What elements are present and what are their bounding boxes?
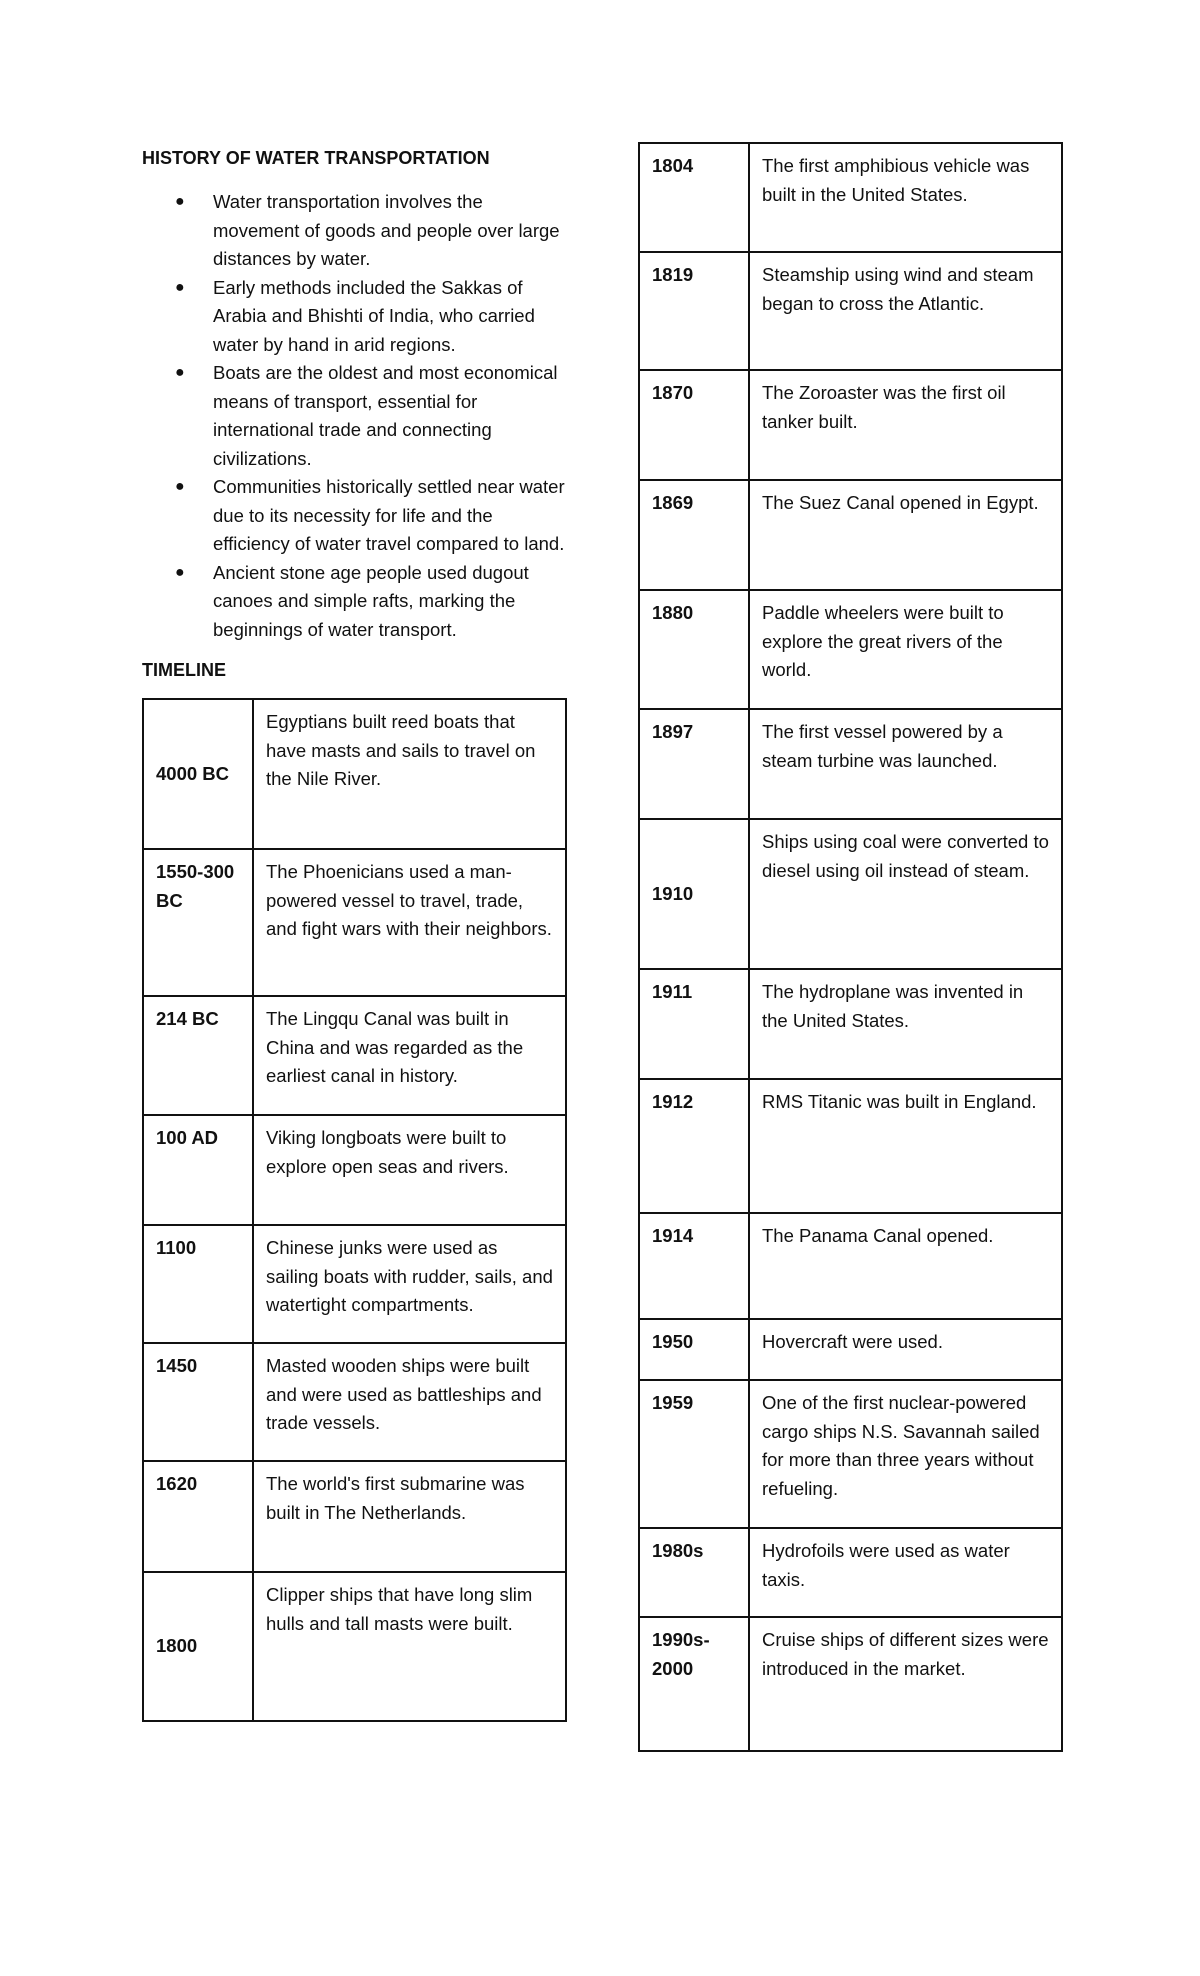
bullet-text: Early methods included the Sakkas of Arabia and Bhishti of India, who carried water by hand in arid regions. (213, 276, 535, 355)
right-column (638, 142, 1063, 1752)
table-row (639, 1528, 1062, 1617)
event-cell: Masted wooden ships were built and were used as battleships and trade vessels. (253, 1343, 566, 1461)
table-row (639, 1213, 1062, 1319)
event-cell: Steamship using wind and steam began to cross the Atlantic. (749, 252, 1062, 370)
bullet-item (142, 473, 567, 559)
table-row (143, 1461, 566, 1572)
bullet-item (142, 559, 567, 645)
event-cell: The hydroplane was invented in the United States. (749, 969, 1062, 1079)
year-cell: 1910 (639, 819, 749, 969)
event-cell: Cruise ships of different sizes were introduced in the market. (749, 1617, 1062, 1751)
year-cell: 1911 (639, 969, 749, 1079)
timeline-table-left (142, 698, 567, 1722)
year-cell: 1880 (639, 590, 749, 709)
bullet-icon: ● (175, 478, 185, 495)
table-row (143, 699, 566, 849)
document-title: HISTORY OF WATER TRANSPORTATION (142, 148, 490, 168)
bullet-text: Water transportation involves the movement of goods and people over large distances by water. (213, 191, 560, 269)
event-cell: Hovercraft were used. (749, 1319, 1062, 1380)
year-cell: 1980s (639, 1528, 749, 1617)
year-cell: 1800 (143, 1572, 253, 1721)
year-cell: 1804 (639, 143, 749, 252)
table-row (143, 1343, 566, 1461)
year-cell: 100 AD (143, 1115, 253, 1225)
event-cell: One of the first nuclear-powered cargo ships N.S. Savannah sailed for more than three years without refueling. (749, 1380, 1062, 1528)
year-cell: 1990s-2000 (639, 1617, 749, 1751)
year-cell: 1897 (639, 709, 749, 819)
year-cell: 1869 (639, 480, 749, 590)
event-cell: RMS Titanic was built in England. (749, 1079, 1062, 1213)
year-cell: 1450 (143, 1343, 253, 1461)
bullet-item (142, 359, 567, 473)
event-cell: Hydrofoils were used as water taxis. (749, 1528, 1062, 1617)
table-row (639, 480, 1062, 590)
left-column (142, 140, 567, 1722)
event-cell: The Zoroaster was the first oil tanker built. (749, 370, 1062, 480)
event-cell: Ships using coal were converted to diesel using oil instead of steam. (749, 819, 1062, 969)
timeline-heading: TIMELINE (142, 660, 226, 680)
table-row (639, 1319, 1062, 1380)
table-row (639, 370, 1062, 480)
table-row (143, 1225, 566, 1343)
bullet-item (142, 274, 567, 360)
bullet-item (142, 188, 567, 274)
year-cell: 1959 (639, 1380, 749, 1528)
event-cell: The Suez Canal opened in Egypt. (749, 480, 1062, 590)
event-cell: The Phoenicians used a man-powered vessel to travel, trade, and fight wars with their neighbors. (253, 849, 566, 996)
bullet-icon: ● (175, 563, 185, 581)
year-cell: 1870 (639, 370, 749, 480)
bullet-text: Ancient stone age people used dugout canoes and simple rafts, marking the beginnings of water transport. (213, 561, 529, 640)
bullet-text: Boats are the oldest and most economical means of transport, essential for international trade and connecting civilizations. (213, 362, 558, 469)
event-cell: Egyptians built reed boats that have masts and sails to travel on the Nile River. (253, 699, 566, 849)
event-cell: Paddle wheelers were built to explore the great rivers of the world. (749, 590, 1062, 709)
event-cell: The first amphibious vehicle was built in the United States. (749, 143, 1062, 252)
year-cell: 1100 (143, 1225, 253, 1343)
intro-bullet-list (142, 188, 567, 644)
table-row (639, 819, 1062, 969)
table-row (639, 1079, 1062, 1213)
table-row (639, 969, 1062, 1079)
year-cell: 1912 (639, 1079, 749, 1213)
table-row (143, 996, 566, 1115)
event-cell: The Panama Canal opened. (749, 1213, 1062, 1319)
event-cell: Clipper ships that have long slim hulls and tall masts were built. (253, 1572, 566, 1721)
event-cell: The world's first submarine was built in The Netherlands. (253, 1461, 566, 1572)
timeline-table-right (638, 142, 1063, 1752)
bullet-icon: ● (175, 364, 185, 381)
event-cell: The Lingqu Canal was built in China and was regarded as the earliest canal in history. (253, 996, 566, 1115)
event-cell: The first vessel powered by a steam turbine was launched. (749, 709, 1062, 819)
table-row (639, 143, 1062, 252)
bullet-text: Communities historically settled near water due to its necessity for life and the efficiency of water travel compared to land. (213, 476, 565, 554)
year-cell: 1550-300 BC (143, 849, 253, 996)
year-cell: 214 BC (143, 996, 253, 1115)
year-cell: 4000 BC (143, 699, 253, 849)
year-cell: 1819 (639, 252, 749, 370)
table-row (143, 1572, 566, 1721)
bullet-icon: ● (175, 278, 185, 296)
year-cell: 1950 (639, 1319, 749, 1380)
table-row (639, 1617, 1062, 1751)
table-row (639, 1380, 1062, 1528)
bullet-icon: ● (175, 193, 185, 210)
year-cell: 1620 (143, 1461, 253, 1572)
event-cell: Chinese junks were used as sailing boats with rudder, sails, and watertight compartments. (253, 1225, 566, 1343)
table-row (143, 849, 566, 996)
table-row (639, 590, 1062, 709)
event-cell: Viking longboats were built to explore open seas and rivers. (253, 1115, 566, 1225)
year-cell: 1914 (639, 1213, 749, 1319)
table-row (143, 1115, 566, 1225)
table-row (639, 252, 1062, 370)
table-row (639, 709, 1062, 819)
